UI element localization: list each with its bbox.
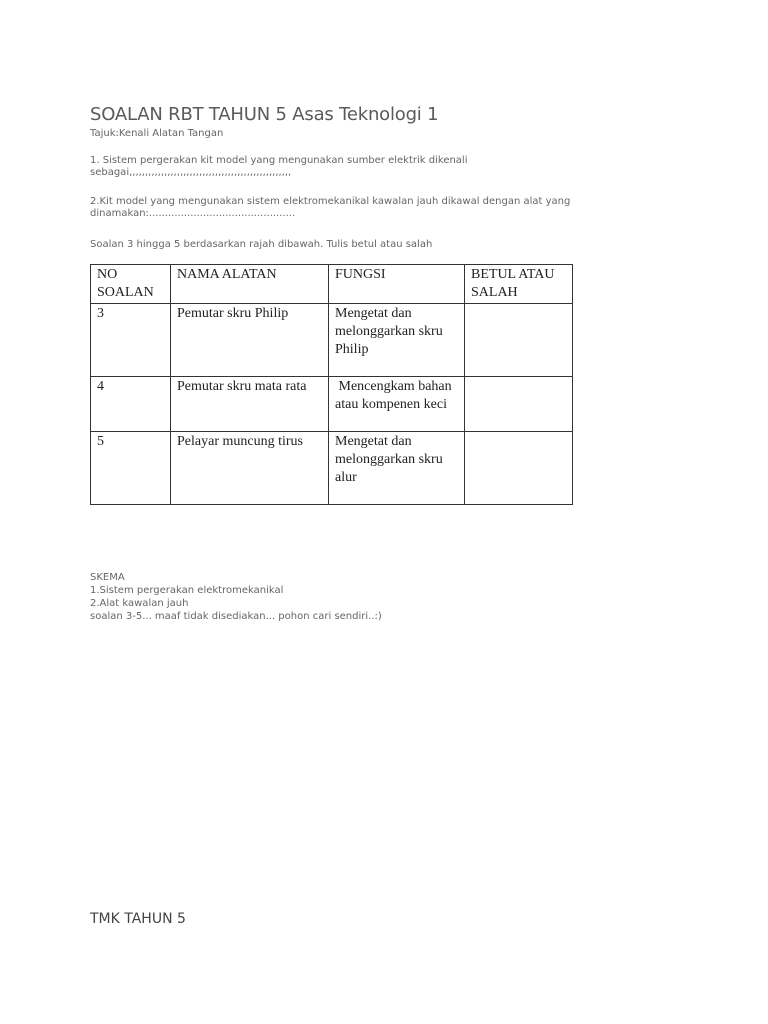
question-2-line-2: dinamakan:.............................................. [90, 208, 296, 219]
question-2 [90, 196, 580, 220]
header-fungsi: FUNGSI [329, 265, 465, 304]
footer-heading: TMK TAHUN 5 [90, 911, 186, 927]
document-subtitle: Tajuk:Kenali Alatan Tangan [90, 128, 224, 139]
cell-fungsi: Mengetat dan melonggarkan skru alur [329, 432, 465, 505]
skema-section [90, 571, 382, 623]
skema-line-2: 2.Alat kawalan jauh [90, 598, 189, 609]
cell-betul [465, 304, 573, 377]
question-1-line-1: 1. Sistem pergerakan kit model yang mengunakan sumber elektrik dikenali [90, 155, 468, 166]
header-nama-alatan: NAMA ALATAN [171, 265, 329, 304]
question-2-line-1: 2.Kit model yang mengunakan sistem elektromekanikal kawalan jauh dikawal dengan alat yang [90, 196, 571, 207]
instruction-text: Soalan 3 hingga 5 berdasarkan rajah dibawah. Tulis betul atau salah [90, 239, 433, 250]
cell-betul [465, 377, 573, 432]
cell-nama: Pemutar skru mata rata [171, 377, 329, 432]
header-betul-atau-salah: BETUL ATAU SALAH [465, 265, 573, 304]
table-row [91, 304, 573, 377]
header-no-soalan: NO SOALAN [91, 265, 171, 304]
skema-line-1: 1.Sistem pergerakan elektromekanikal [90, 585, 284, 596]
table-row [91, 432, 573, 505]
skema-line-3: soalan 3-5... maaf tidak disediakan... pohon cari sendiri..:) [90, 611, 382, 622]
cell-nama: Pelayar muncung tirus [171, 432, 329, 505]
cell-no: 3 [91, 304, 171, 377]
cell-betul [465, 432, 573, 505]
question-1-line-2: sebagai,,,,,,,,,,,,,,,,,,,,,,,,,,,,,,,,,,,,,,,,,,,,,,,,,,, [90, 167, 292, 178]
cell-nama: Pemutar skru Philip [171, 304, 329, 377]
cell-no: 4 [91, 377, 171, 432]
document-title: SOALAN RBT TAHUN 5 Asas Teknologi 1 [90, 104, 439, 125]
cell-fungsi: Mencengkam bahan atau kompenen keci [329, 377, 465, 432]
answer-table [90, 264, 573, 505]
cell-fungsi: Mengetat dan melonggarkan skru Philip [329, 304, 465, 377]
table-row [91, 377, 573, 432]
cell-no: 5 [91, 432, 171, 505]
question-1 [90, 155, 575, 179]
table-header-row [91, 265, 573, 304]
skema-heading: SKEMA [90, 572, 125, 583]
